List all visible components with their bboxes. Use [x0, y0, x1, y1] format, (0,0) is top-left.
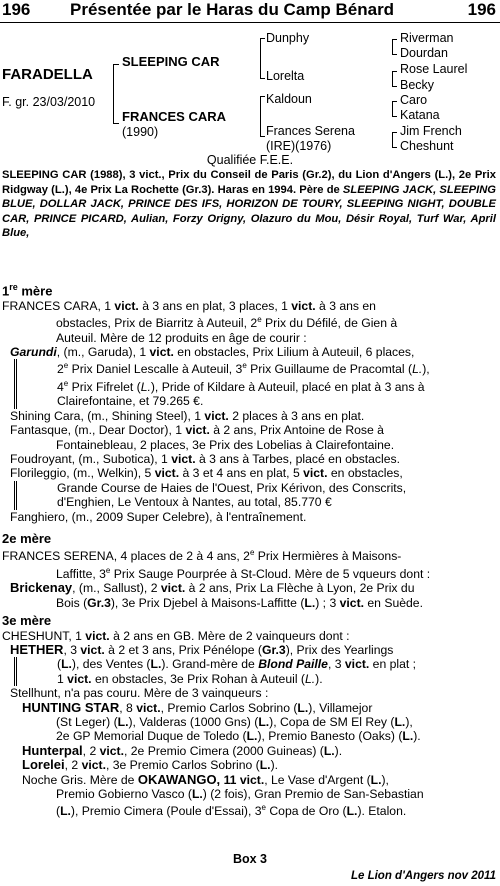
produce-shining-cara: Shining Cara, (m., Shining Steel), 1 vict. 2 places à 3 ans en plat. — [10, 408, 365, 423]
second-dam-text: FRANCES SERENA, 4 places de 2 à 4 ans, 2e Prix Hermières à Maisons- — [2, 548, 402, 564]
produce-fantasque: Fantasque, (m., Dear Doctor), 1 vict. à 2 ans, Prix Antoine de Rose à — [10, 423, 384, 438]
section-first-dam: 1re mère — [2, 282, 53, 299]
produce-hunting-star: HUNTING STAR, 8 vict., Premio Carlos Sobrino (L.), Villamejor — [22, 699, 373, 715]
bracket-line — [260, 38, 261, 78]
bracket-line — [113, 123, 119, 124]
bracket-line — [113, 64, 114, 123]
bracket-line — [392, 71, 393, 86]
bracket-line — [260, 136, 265, 137]
bracket-line — [260, 96, 261, 136]
produce-foudroyant: Foudroyant, (m., Subotica), 1 vict. à 3 ans à Tarbes, placé en obstacles. — [10, 451, 400, 466]
bracket-line — [392, 39, 397, 40]
bracket-line — [392, 39, 393, 54]
produce-noche-gris: Noche Gris. Mère de OKAWANGO, 11 vict., Le Vase d'Argent (L.), — [22, 771, 389, 787]
bracket-line — [392, 132, 393, 147]
page-header — [0, 0, 500, 23]
bracket-line — [260, 78, 265, 79]
lot-number-right: 196 — [467, 0, 496, 19]
produce-brickenay: Brickenay, (m., Sallust), 2 vict. à 2 ans, Prix La Flèche à Lyon, 2e Prix du — [10, 580, 415, 596]
bracket-line — [392, 86, 397, 87]
bracket-line — [392, 147, 397, 148]
ss-dam: Dourdan — [400, 46, 448, 60]
sire-sire: Dunphy — [266, 31, 310, 45]
section-third-dam: 3e mère — [2, 613, 52, 629]
ds-sire: Caro — [400, 93, 428, 107]
sd-dam: Becky — [400, 78, 435, 92]
qualification: Qualifiée F.E.E. — [206, 153, 294, 167]
produce-lorelei: Lorelei, 2 vict., 3e Premio Carlos Sobrino (L.). — [22, 757, 279, 773]
produce-fanghiero: Fanghiero, (m., 2009 Super Celebre), à l'entraînement. — [10, 509, 307, 524]
produce-garundi: Garundi, (m., Garuda), 1 vict. en obstacles, Prix Lilium à Auteuil, 6 places, — [10, 345, 415, 360]
consignor-title: Présentée par le Haras du Camp Bénard — [70, 0, 395, 19]
bracket-line — [392, 132, 397, 133]
horse-info: F. gr. 23/03/2010 — [2, 95, 96, 109]
bracket-line — [113, 64, 119, 65]
produce-stellhunt: Stellhunt, n'a pas couru. Mère de 3 vainqueurs : — [10, 686, 269, 701]
first-dam-text: FRANCES CARA, 1 vict. à 3 ans en plat, 3 places, 1 vict. à 3 ans en — [2, 298, 376, 313]
third-dam-text: CHESHUNT, 1 vict. à 2 ans en GB. Mère de 2 vainqueurs dont : — [2, 628, 350, 643]
bracket-line — [392, 71, 397, 72]
dd-dam: Cheshunt — [400, 139, 454, 153]
bracket-line — [260, 96, 265, 97]
dd-sire: Jim French — [400, 124, 462, 138]
box-number: Box 3 — [232, 852, 268, 866]
lot-number-left: 196 — [2, 0, 31, 19]
ds-dam: Katana — [400, 108, 440, 122]
bracket-line — [260, 38, 265, 39]
produce-bracket: Grande Course de Haies de l'Ouest, Prix Kérivon, des Conscrits, d'Enghien, Le Ventoux à Nantes, au total, 85.770 € — [14, 481, 498, 510]
sire-name: SLEEPING CAR — [122, 54, 220, 69]
dam-dam-info: (IRE)(1976) — [266, 139, 332, 153]
sd-sire: Rose Laurel — [400, 62, 468, 76]
horse-name: FARADELLA — [2, 66, 93, 83]
sale-name: Le Lion d'Angers nov 2011 — [350, 870, 496, 882]
dam-dam: Frances Serena — [266, 124, 355, 138]
bracket-line — [392, 101, 397, 102]
sire-dam: Lorelta — [266, 69, 305, 83]
bracket-line — [392, 101, 393, 116]
produce-hether: HETHER, 3 vict. à 2 et 3 ans, Prix Pénélope (Gr.3), Prix des Yearlings — [10, 641, 394, 657]
bracket-line — [392, 116, 397, 117]
bracket-line — [392, 54, 397, 55]
sire-paragraph: SLEEPING CAR (1988), 3 vict., Prix du Conseil de Paris (Gr.2), du Lion d'Angers (L.), 2e Prix Ridgway (L.), 4e Prix La Rochette (Gr.3). Haras en 1994. Père de SLEEPING JACK, SLEEPING BLUE, DOLLAR JACK, PRINCE DES IFS, HORIZON DE TOURY, SLEEPING NIGHT, DOUBLE CAR, PRINCE PICARD, Aulian, Forzy Origny, Olazuro du Mou, Désir Royal, Turf War, April Blue, — [2, 169, 496, 239]
dam-year: (1990) — [122, 125, 159, 139]
produce-bracket: (L.), des Ventes (L.). Grand-mère de Blond Paille, 3 vict. en plat ; 1 vict. en obstacles, 3e Prix Rohan à Auteuil (L.). — [14, 657, 498, 686]
dam-family: 1re mère FRANCES CARA, 1 vict. à 3 ans en plat, 3 places, 1 vict. à 3 ans en obstacles, Prix de Biarritz à Auteuil, 2e Prix du Défilé, de Gien à Auteuil. Mère de 12 produits en âge de courir : Garundi, (m., Garuda), 1 vict. en obstacles, Prix Lilium à Auteuil, 6 places, 2e Prix Daniel Lescalle à Auteuil, 3e Prix Guillaume de Pracomtal (L.), 4e Prix Fifrelet (L.), Pride of Kildare à Auteuil, placé en plat à 3 ans à Clairefontaine, et 79.265 €. Shining Cara, (m., Shining Steel), 1 vict. 2 places à 3 ans en plat. Fantasque, (m., Dear Doctor), 1 vict. à 2 ans, Prix Antoine de Rose à Fontainebleau, 2 places, 3e Prix des Lobelias à Clairefontaine. Foudroyant, (m., Subotica), 1 vict. à 3 ans à Tarbes, placé en obstacles. Florileggio, (m., Welkin), 5 vict. à 3 et 4 ans en plat, 5 vict. en obstacles, Grande Course de Haies de l'Ouest, Prix Kérivon, des Conscrits, d'Enghien, Le Ventoux à Nantes, au total, 85.770 € Fanghiero, (m., 2009 Super Celebre), à l'entraînement. 2e mère FRANCES SERENA, 4 places de 2 à 4 ans, 2e Prix Hermières à Maisons- Laffitte, 3e Prix Sauge Pourprée à St-Cloud. Mère de 5 vqueurs dont : Brickenay, (m., Sallust), 2 vict. à 2 ans, Prix La Flèche à Lyon, 2e Prix du Bois (Gr.3), 3e Prix Djebel à Maisons-Laffitte (L.) ; 3 vict. en Suède. 3e mère CHESHUNT, 1 vict. à 2 ans en GB. Mère de 2 vainqueurs dont : HETHER, 3 vict. à 2 et 3 ans, Prix Pénélope (Gr.3), Prix des Yearlings (L.), des Ventes (L.). Grand-mère de Blond Paille, 3 vict. en plat ; 1 vict. en obstacles, 3e Prix Rohan à Auteuil (L.). Stellhunt, n'a pas couru. Mère de 3 vainqueurs : HUNTING STAR, 8 vict., Premio Carlos Sobrino (L.), Villamejor (St Leger) (L.), Valderas (1000 Gns) (L.), Copa de SM El Rey (L.), 2e GP Memorial Duque de Toledo (L.), Premio Banesto (Oaks) (L.). Hunterpal, 2 vict., 2e Premio Cimera (2000 Guineas) (L.). Lorelei, 2 vict., 3e Premio Carlos Sobrino (L.). Noche Gris. Mère de OKAWANGO, 11 vict., Le Vase d'Argent (L.), Premio Gobierno Vasco (L.) (2 fois), Gran Premio de San-Sebastian (L.), Premio Cimera (Poule d'Essai), 3e Copa de Oro (L.). Etalon. — [2, 276, 498, 819]
ss-sire: Riverman — [400, 31, 454, 45]
section-second-dam: 2e mère — [2, 531, 52, 547]
produce-bracket: 2e Prix Daniel Lescalle à Auteuil, 3e Prix Guillaume de Pracomtal (L.), 4e Prix Fifrelet (L.), Pride of Kildare à Auteuil, placé en plat à 3 ans à Clairefontaine, et 79.265 €. — [14, 359, 498, 408]
dam-sire: Kaldoun — [266, 92, 312, 106]
dam-name: FRANCES CARA — [122, 109, 226, 124]
produce-florileggio: Florileggio, (m., Welkin), 5 vict. à 3 et 4 ans en plat, 5 vict. en obstacles, — [10, 466, 403, 481]
produce-hunterpal: Hunterpal, 2 vict., 2e Premio Cimera (2000 Guineas) (L.). — [22, 742, 343, 758]
